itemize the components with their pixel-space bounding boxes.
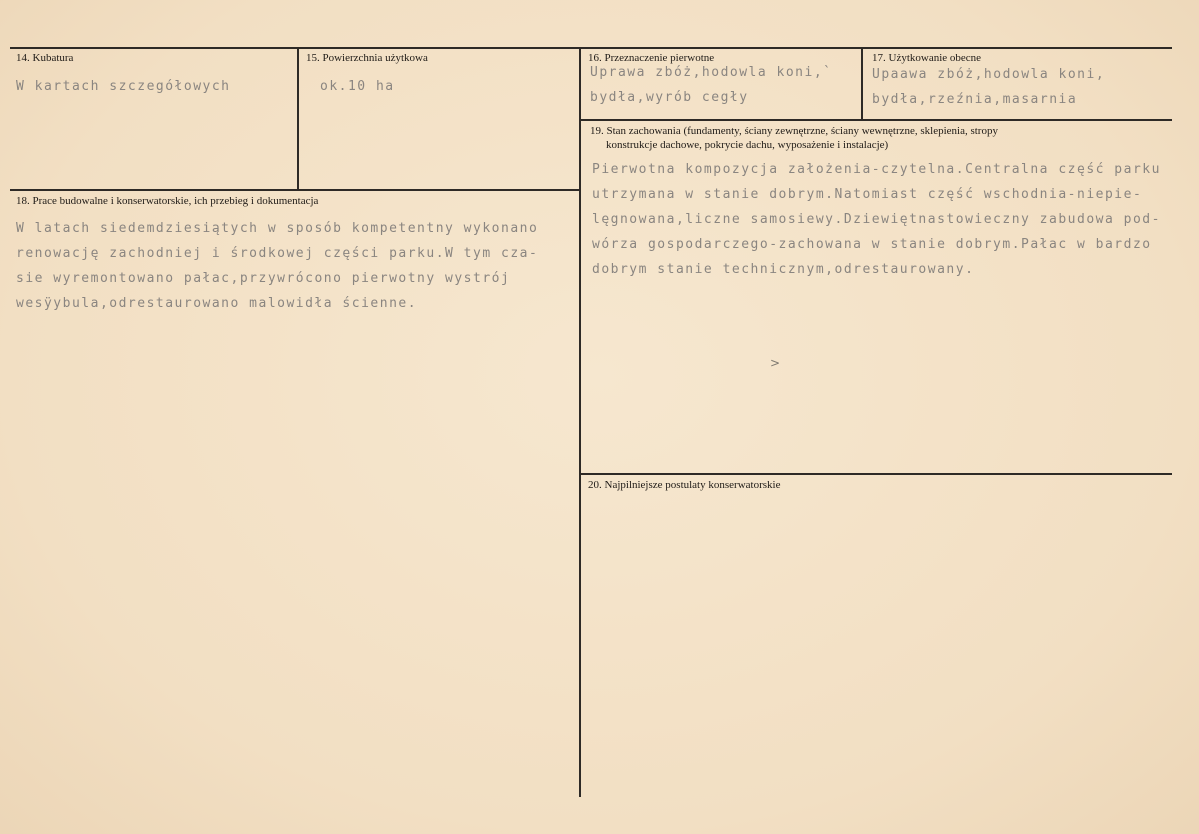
field-19-value-line-1: Pierwotna kompozycja założenia-czytelna.Centralna część parku: [592, 162, 1161, 177]
field-19-value-line-4: wórza gospodarczego-zachowana w stanie dobrym.Pałac w bardzo: [592, 237, 1152, 252]
field-16-label: 16. Przeznaczenie pierwotne: [588, 52, 715, 64]
divider-main: [579, 47, 581, 797]
field-14-label: 14. Kubatura: [16, 52, 74, 64]
field-18-value-line-2: renowację zachodniej i środkowej części parku.W tym cza-: [16, 246, 539, 261]
field-19-value-line-2: utrzymana w stanie dobrym.Natomiast część wschodnia-niepie-: [592, 187, 1143, 202]
field-16-value-line-1: Uprawa zbóż,hodowla koni,`: [590, 65, 833, 80]
field-20-label: 20. Najpilniejsze postulaty konserwatorskie: [588, 479, 781, 491]
field-18-value-line-4: wesÿybula,odrestaurowano malowidła ścienne.: [16, 296, 418, 311]
field-18-value-line-3: sie wyremontowano pałac,przywrócono pierwotny wystrój: [16, 271, 511, 286]
field-18-value-line-1: W latach siedemdziesiątych w sposób kompetentny wykonano: [16, 221, 539, 236]
field-19-value-line-5: dobrym stanie technicznym,odrestaurowany.: [592, 262, 975, 277]
rule-above-20: [580, 473, 1172, 475]
field-17-label: 17. Użytkowanie obecne: [872, 52, 982, 64]
rule-above-18: [10, 189, 580, 191]
field-19-value-line-3: lęgnowana,liczne samosiewy.Dziewiętnastowieczny zabudowa pod-: [592, 212, 1161, 227]
field-15-label: 15. Powierzchnia użytkowa: [306, 52, 428, 64]
divider-14-15: [297, 47, 299, 189]
field-14-value: W kartach szczegółowych: [16, 79, 231, 94]
field-19-label-line-2: konstrukcje dachowe, pokrycie dachu, wyposażenie i instalacje): [606, 139, 889, 151]
rule-above-19: [580, 119, 1172, 121]
field-17-value-line-2: bydła,rzeźnia,masarnia: [872, 92, 1078, 107]
field-19-label-line-1: 19. Stan zachowania (fundamenty, ściany zewnętrzne, ściany wewnętrzne, sklepienia, stropy: [590, 125, 998, 137]
field-15-value: ok.10 ha: [320, 79, 395, 94]
divider-16-17: [861, 47, 863, 119]
field-17-value-line-1: Upaawa zbóż,hodowla koni,: [872, 67, 1106, 82]
field-18-label: 18. Prace budowalne i konserwatorskie, ich przebieg i dokumentacja: [16, 195, 319, 207]
stray-mark: >: [770, 356, 781, 370]
top-rule: [10, 47, 1172, 49]
field-16-value-line-2: bydła,wyrób cegły: [590, 90, 749, 105]
